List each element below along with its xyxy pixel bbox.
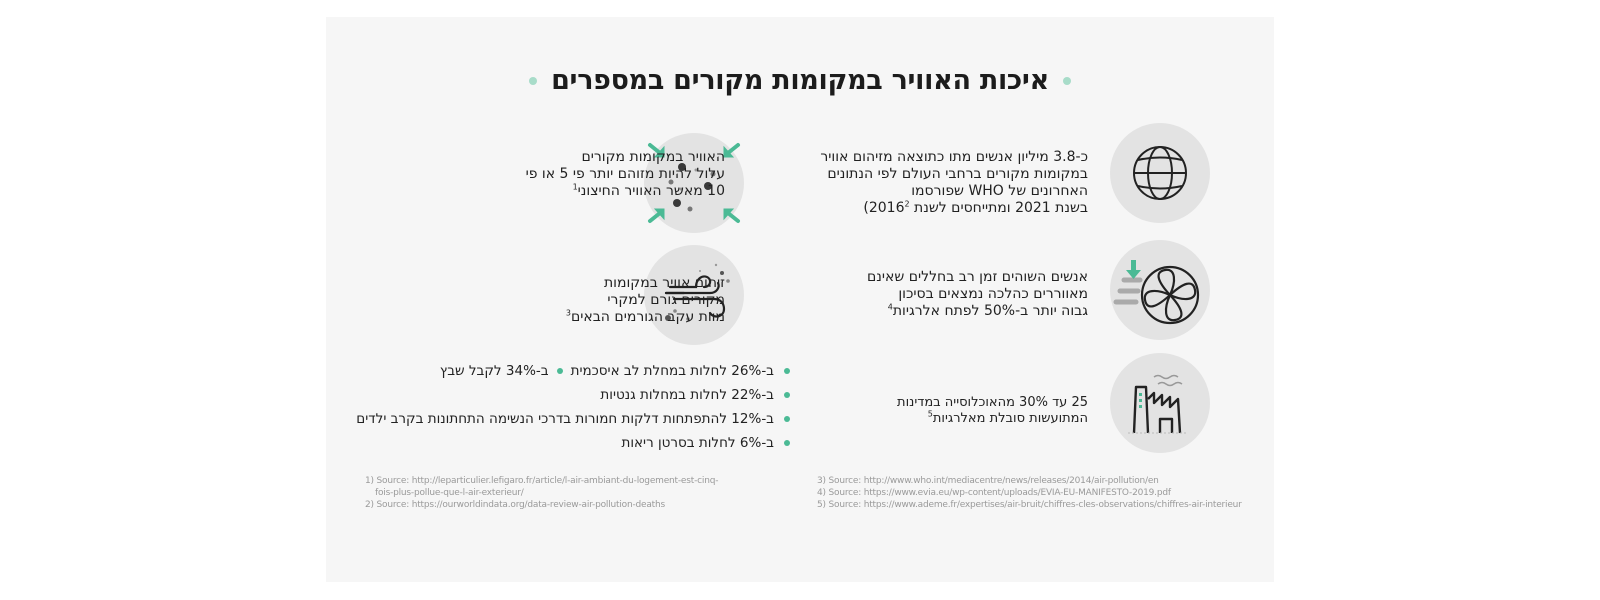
- page-title: איכות האוויר במקומות מקורים במספרים: [551, 65, 1049, 96]
- title-row: [326, 65, 1274, 96]
- source-5: 5) Source: https://www.ademe.fr/expertises/air-bruit/chiffres-cles-observations/chiffres-air-interieur: [817, 500, 1242, 510]
- source-1-cont: fois-plus-pollue-que-l-air-exterieur/: [375, 488, 524, 498]
- bullet-dot: [784, 440, 790, 446]
- globe-icon: [1110, 123, 1210, 223]
- stat-indoor-pollution: האוויר במקומות מקורים עלול להיות מזוהם יותר פי 5 או פי 10 מאשר האוויר החיצוני$^1$: [525, 149, 725, 199]
- death-causes-list: [356, 359, 790, 455]
- bullet-dot: [557, 368, 563, 374]
- source-2: 2) Source: https://ourworldindata.org/data-review-air-pollution-deaths: [365, 500, 666, 510]
- stat-industrial-allergies: 25 עד 30% מהאוכלוסייה במדינות המתועשות סובלת מאלרגיות$^5$: [897, 395, 1088, 426]
- list-item: ב-12% להתפתחות דלקות חמורות בדרכי הנשימה התחתונות בקרב ילדים: [356, 407, 790, 431]
- list-item: ב-22% לחלות במחלות גנטיות: [356, 383, 790, 407]
- sources-right: [817, 475, 1242, 511]
- infographic-panel: [326, 17, 1274, 582]
- bullet-dot: [784, 368, 790, 374]
- stat-ventilation-allergies: אנשים השוהים זמן רב בחללים שאינם מאווררים כהלכה נמצאים בסיכון גבוה יותר ב-50% לפתח אלרגיות$^4$: [866, 269, 1088, 319]
- title-dot-left: [529, 77, 537, 85]
- source-1: 1) Source: http://leparticulier.lefigaro.fr/article/l-air-ambiant-du-logement-est-cinq-: [365, 476, 719, 486]
- ventilation-fan-icon: [1110, 240, 1210, 340]
- bullet-dot: [784, 416, 790, 422]
- stat-global-deaths: כ-3.8 מיליון אנשים מתו כתוצאה מזיהום אוויר במקומות מקורים ברחבי העולם לפי הנתונים האחרונים של WHO שפורסמו בשנת 2021 ומתייחסים לשנת 2016$^2$): [820, 149, 1088, 216]
- bullet-dot: [784, 392, 790, 398]
- list-item: ב-26% לחלות במחלת לב איסכמית ב-34% לקבל שבץ: [356, 359, 790, 383]
- source-4: 4) Source: https://www.evia.eu/wp-content/uploads/EVIA-EU-MANIFESTO-2019.pdf: [817, 488, 1171, 498]
- factory-icon: [1110, 353, 1210, 453]
- source-3: 3) Source: http://www.who.int/mediacentre/news/releases/2014/air-pollution/en: [817, 476, 1159, 486]
- sources-left: [365, 475, 718, 511]
- list-item: ב-6% לחלות בסרטן ריאות: [356, 431, 790, 455]
- stat-indoor-deaths-causes: זיהום אוויר במקומות מקורים גורם למקרי מוות עקב הגורמים הבאים$^3$: [565, 275, 725, 325]
- title-dot-right: [1063, 77, 1071, 85]
